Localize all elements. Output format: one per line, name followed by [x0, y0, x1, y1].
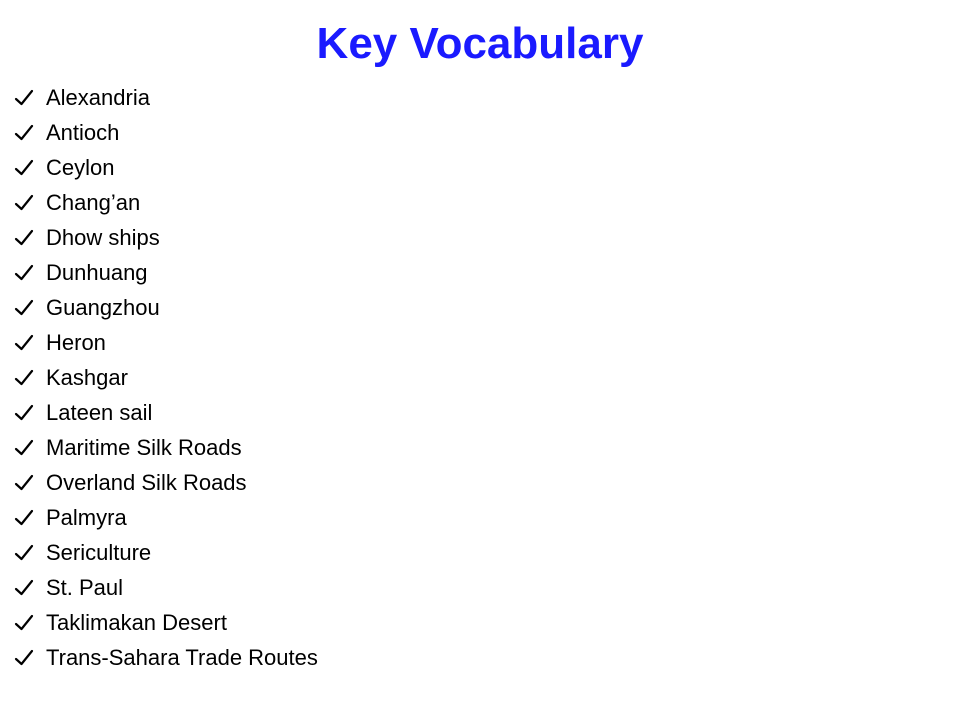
list-item	[14, 255, 318, 290]
list-item	[14, 570, 318, 605]
list-item	[14, 290, 318, 325]
vocabulary-term: Palmyra	[46, 504, 127, 530]
vocabulary-term: Sericulture	[46, 539, 152, 565]
vocabulary-term: Guangzhou	[46, 294, 160, 320]
vocabulary-term: Trans-Sahara Trade Routes	[46, 644, 318, 670]
vocabulary-list	[14, 80, 318, 675]
list-item	[14, 325, 318, 360]
list-item	[14, 360, 318, 395]
vocabulary-term: Dunhuang	[46, 259, 148, 285]
vocabulary-term: Maritime Silk Roads	[46, 434, 242, 460]
checkmark-icon	[14, 543, 34, 563]
vocabulary-term: Antioch	[46, 119, 120, 145]
checkmark-icon	[14, 333, 34, 353]
vocabulary-term: Kashgar	[46, 364, 128, 390]
checkmark-icon	[14, 263, 34, 283]
checkmark-icon	[14, 648, 34, 668]
checkmark-icon	[14, 473, 34, 493]
vocabulary-term: Chang’an	[46, 189, 141, 215]
vocabulary-term: St. Paul	[46, 574, 124, 600]
list-item	[14, 605, 318, 640]
slide-title: Key Vocabulary	[316, 19, 644, 68]
checkmark-icon	[14, 438, 34, 458]
vocabulary-term: Overland Silk Roads	[46, 469, 247, 495]
vocabulary-term: Lateen sail	[46, 399, 153, 425]
checkmark-icon	[14, 228, 34, 248]
vocabulary-term: Heron	[46, 329, 106, 355]
list-item	[14, 500, 318, 535]
list-item	[14, 115, 318, 150]
list-item	[14, 80, 318, 115]
vocabulary-term: Dhow ships	[46, 224, 160, 250]
list-item	[14, 220, 318, 255]
checkmark-icon	[14, 578, 34, 598]
list-item	[14, 535, 318, 570]
list-item	[14, 430, 318, 465]
checkmark-icon	[14, 88, 34, 108]
list-item	[14, 150, 318, 185]
checkmark-icon	[14, 508, 34, 528]
checkmark-icon	[14, 158, 34, 178]
checkmark-icon	[14, 193, 34, 213]
vocabulary-term: Ceylon	[46, 154, 115, 180]
checkmark-icon	[14, 368, 34, 388]
list-item	[14, 185, 318, 220]
list-item	[14, 640, 318, 675]
list-item	[14, 465, 318, 500]
list-item	[14, 395, 318, 430]
vocabulary-term: Taklimakan Desert	[46, 609, 227, 635]
checkmark-icon	[14, 298, 34, 318]
checkmark-icon	[14, 123, 34, 143]
checkmark-icon	[14, 403, 34, 423]
checkmark-icon	[14, 613, 34, 633]
vocabulary-term: Alexandria	[46, 84, 150, 110]
